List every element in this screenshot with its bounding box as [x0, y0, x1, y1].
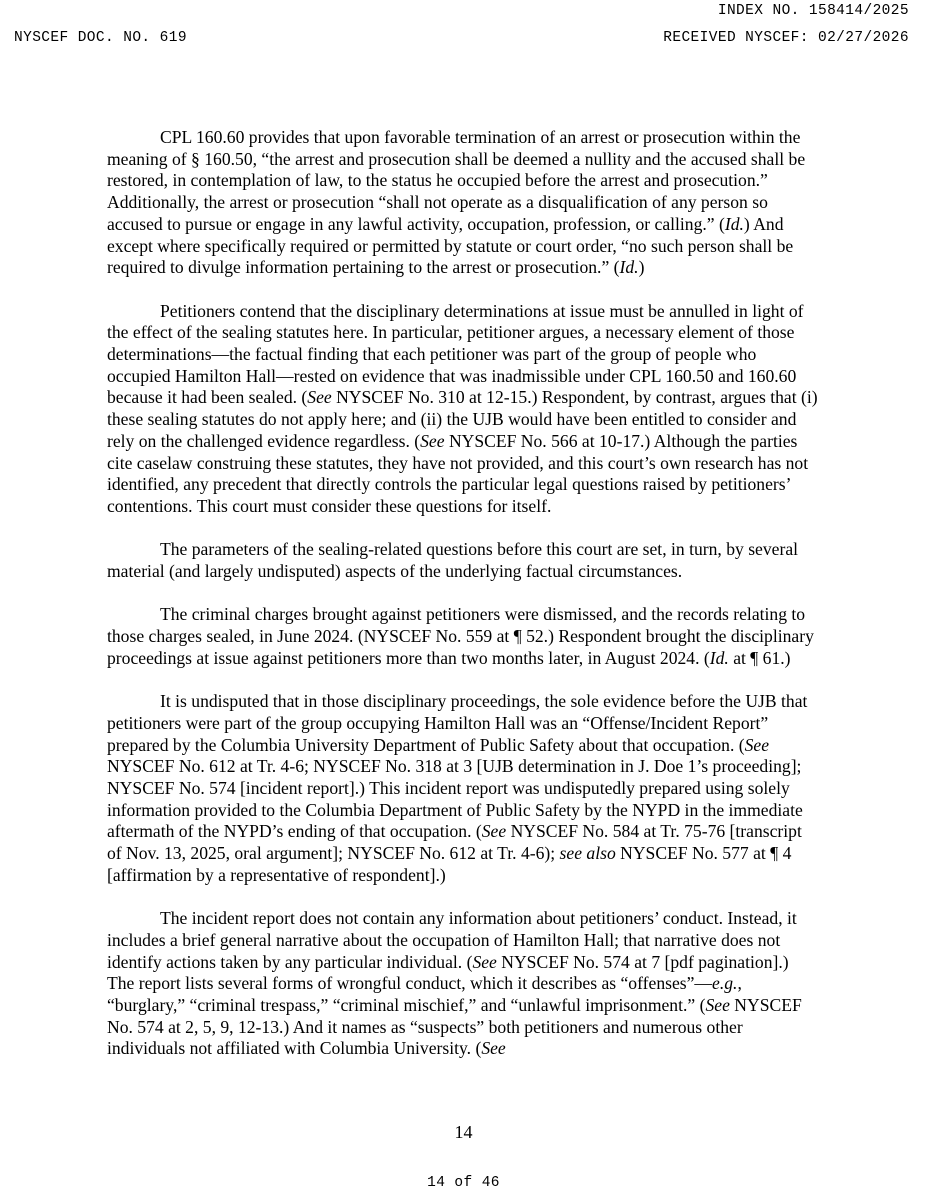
paragraph: [107, 539, 820, 582]
document-body: [107, 127, 820, 1082]
text-run: ) And except where specifically required or permitted by statute or court order, “no such person shall be required to divulge information pertaining to the arrest or prosecution.” (: [107, 213, 794, 278]
text-run: CPL 160.60 provides that upon favorable termination of an arrest or prosecution within the meaning of § 160.50, “the arrest and prosecution shall be deemed a nullity and the accused shall be restored, in contemplation of law, to the status he occupied before the arrest and prosecution.” Additionally, the arrest or prosecution “shall not operate as a disqualification of any person so accused to pursue or engage in any lawful activity, occupation, profession, or calling.” (: [107, 127, 806, 234]
text-run: , “burglary,” “criminal trespass,” “criminal mischief,” and “unlawful imprisonment.” (: [107, 973, 742, 1016]
italic-text: Id.: [724, 213, 744, 234]
text-run: NYSCEF No. 566 at 10-17.) Although the parties cite caselaw construing these statutes, they have not provided, and this court’s own research has not identified, any precedent that directly controls the particular legal questions raised by petitioners’ contentions. This court must consider these questions for itself.: [107, 430, 809, 516]
text-run: ): [638, 257, 645, 278]
italic-text: See: [481, 1038, 506, 1059]
text-run: NYSCEF No. 577 at ¶ 4 [affirmation by a representative of respondent].): [107, 843, 792, 885]
text-run: The incident report does not contain any information about petitioners’ conduct. Instead, it includes a brief general narrative about the occupation of Hamilton Hall; that narrative does not identify actions taken by any particular individual. (: [107, 908, 797, 972]
italic-text: See: [744, 734, 770, 755]
italic-text: e.g.: [712, 973, 738, 994]
text-run: NYSCEF No. 612 at Tr. 4-6; NYSCEF No. 318 at 3 [UJB determination in J. Doe 1’s proceeding]; NYSCEF No. 574 [incident report].) This incident report was undisputedly prepared using solely information provided to the Columbia Department of Public Safety by the NYPD in the immediate aftermath of the NYPD’s ending of that occupation. (: [107, 756, 803, 842]
paragraph: [107, 691, 820, 886]
italic-text: See: [705, 995, 730, 1016]
italic-text: Id.: [709, 647, 729, 668]
page-of-total: 14 of 46: [427, 1175, 500, 1191]
text-run: It is undisputed that in those disciplinary proceedings, the sole evidence before the UJB that petitioners were part of the group occupying Hamilton Hall was an “Offense/Incident Report” prepared by the Columbia University Department of Public Safety about that occupation. (: [107, 691, 808, 755]
received-date: RECEIVED NYSCEF: 02/27/2026: [663, 30, 909, 46]
italic-text: See: [481, 821, 507, 842]
paragraph: [107, 604, 820, 669]
italic-text: see also: [559, 843, 616, 864]
text-run: NYSCEF No. 310 at 12-15.) Respondent, by contrast, argues that (i) these sealing statutes do not apply here; and (ii) the UJB would have been entitled to consider and rely on the challenged evidence regardless. (: [107, 387, 818, 451]
text-run: NYSCEF No. 574 at 7 [pdf pagination].) The report lists several forms of wrongful conduct, which it describes as “offenses”—: [107, 951, 789, 994]
paragraph: [107, 127, 820, 279]
page-number: 14: [454, 1122, 473, 1142]
paragraph: [107, 301, 820, 518]
text-run: The parameters of the sealing-related questions before this court are set, in turn, by several material (and largely undisputed) aspects of the underlying factual circumstances.: [107, 539, 799, 582]
text-run: NYSCEF No. 574 at 2, 5, 9, 12-13.) And it names as “suspects” both petitioners and numerous other individuals not affiliated with Columbia University. (: [107, 995, 802, 1059]
index-number: INDEX NO. 158414/2025: [717, 3, 909, 19]
nyscef-doc-number: NYSCEF DOC. NO. 619: [14, 30, 187, 46]
text-run: Petitioners contend that the disciplinary determinations at issue must be annulled in light of the effect of the sealing statutes here. In particular, petitioner argues, a necessary element of those determinations—the factual finding that each petitioner was part of the group of people who occupied Hamilton Hall—rested on evidence that was inadmissible under CPL 160.50 and 160.60 because it had been sealed. (: [107, 300, 804, 408]
italic-text: See: [307, 387, 332, 408]
text-run: NYSCEF No. 584 at Tr. 75-76 [transcript of Nov. 13, 2025, oral argument]; NYSCEF No. 612 at Tr. 4-6);: [107, 821, 802, 864]
paragraph: [107, 908, 820, 1060]
italic-text: See: [472, 951, 497, 972]
italic-text: Id.: [619, 257, 639, 278]
text-run: at ¶ 61.): [728, 647, 791, 668]
text-run: The criminal charges brought against petitioners were dismissed, and the records relating to those charges sealed, in June 2024. (NYSCEF No. 559 at ¶ 52.) Respondent brought the disciplinary proceedings at issue against petitioners more than two months later, in August 2024. (: [107, 604, 814, 668]
italic-text: See: [420, 430, 445, 451]
